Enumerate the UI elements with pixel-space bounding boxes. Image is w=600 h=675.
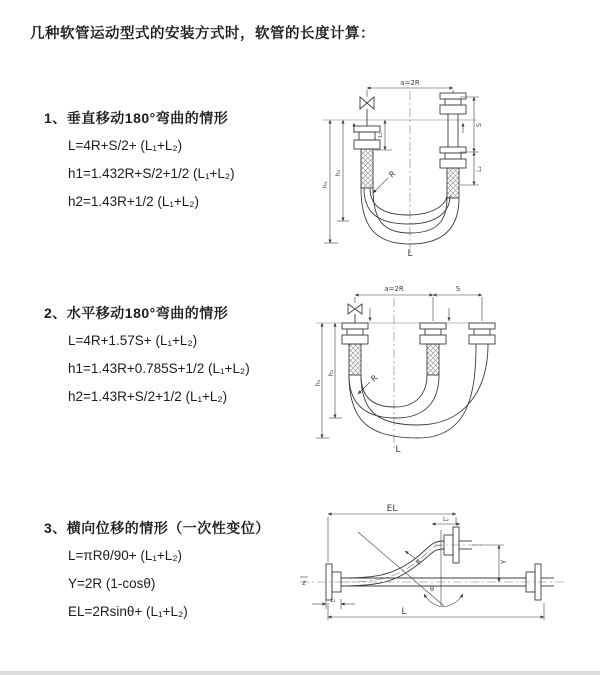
dimension-lines xyxy=(300,514,544,620)
dim-label-a2r: a=2R xyxy=(400,79,420,87)
section-1-formula-L: L=4R+S/2+ (L₁+L₂) xyxy=(68,138,183,153)
dim-label-y: Y xyxy=(500,559,508,565)
page-title: 几种软管运动型式的安装方式时，软管的长度计算： xyxy=(30,26,375,42)
section-1-formula-h2: h2=1.43R+1/2 (L₁+L₂) xyxy=(68,194,200,209)
diagram-3-drawing xyxy=(296,502,596,642)
hose-centerline xyxy=(341,545,444,582)
left-hose-fitting xyxy=(342,323,368,375)
dim-label-s: S xyxy=(475,122,483,128)
right-hose-fitting xyxy=(469,323,495,344)
middle-hose-fitting xyxy=(420,323,446,375)
angle-construction xyxy=(358,530,463,607)
dim-label-el: EL xyxy=(386,504,398,514)
dim-label-l2: L₂ xyxy=(443,516,449,523)
dim-label-h1: h₁ xyxy=(321,181,329,189)
section-2 xyxy=(44,299,310,411)
radius-label: R xyxy=(414,557,424,567)
angle-theta-label: θ xyxy=(430,585,434,593)
radius-label: R xyxy=(387,169,398,180)
centerline-z-mark: z xyxy=(302,579,306,587)
length-label: L xyxy=(395,445,401,455)
dim-label-h2: h₂ xyxy=(334,169,342,177)
section-2-formula-h1: h1=1.43R+0.785S+1/2 (L₁+L₂) xyxy=(68,361,250,376)
braided-hose-section xyxy=(427,344,439,375)
right-hose-fitting xyxy=(440,93,466,198)
section-2-formula-L: L=4R+1.57S+ (L₁+L₂) xyxy=(68,333,198,348)
diagram-horizontal-180-bend xyxy=(308,278,598,458)
braided-hose-section xyxy=(447,168,459,198)
diagram-1-drawing xyxy=(308,73,588,258)
dim-label-s: S xyxy=(455,285,461,293)
dim-label-h2: h₂ xyxy=(327,369,335,377)
section-1-heading: 1、垂直移动180°弯曲的情形 xyxy=(44,110,229,126)
valve-icon xyxy=(360,97,374,126)
page-bottom-edge xyxy=(0,671,600,675)
braided-hose-section xyxy=(349,344,361,375)
dim-label-l2: L₂ xyxy=(476,166,483,172)
displaced-hose xyxy=(341,527,472,586)
diagram-vertical-180-bend xyxy=(308,73,588,258)
length-label: L xyxy=(401,607,407,617)
dim-label-a2r: a=2R xyxy=(384,285,404,293)
section-1 xyxy=(44,104,310,216)
dim-label-l1: L₁ xyxy=(330,598,336,604)
left-hose-fitting xyxy=(354,126,380,188)
section-2-formula-h2: h2=1.43R+S/2+1/2 (L₁+L₂) xyxy=(68,389,228,404)
valve-icon xyxy=(348,304,362,323)
section-2-heading: 2、水平移动180°弯曲的情形 xyxy=(44,305,229,321)
hose-u-curves xyxy=(349,344,488,438)
section-3-formula-L: L=πRθ/90+ (L₁+L₂) xyxy=(68,548,183,563)
diagram-lateral-displacement xyxy=(296,502,596,642)
section-3-heading: 3、横向位移的情形（一次性变位） xyxy=(44,520,270,536)
diagram-2-drawing xyxy=(308,278,598,458)
section-1-formula-h1: h1=1.432R+S/2+1/2 (L₁+L₂) xyxy=(68,166,235,181)
dimension-lines xyxy=(316,295,482,438)
section-3 xyxy=(44,514,310,626)
radius-label: R xyxy=(369,373,380,384)
dim-label-l1: L₁ xyxy=(378,132,384,138)
length-label: L xyxy=(407,249,413,258)
dim-label-h1: h₁ xyxy=(314,379,322,387)
section-3-formula-EL: EL=2Rsinθ+ (L₁+L₂) xyxy=(68,604,188,619)
section-3-formula-Y: Y=2R (1-cosθ) xyxy=(68,576,156,591)
braided-hose-section xyxy=(361,149,373,188)
